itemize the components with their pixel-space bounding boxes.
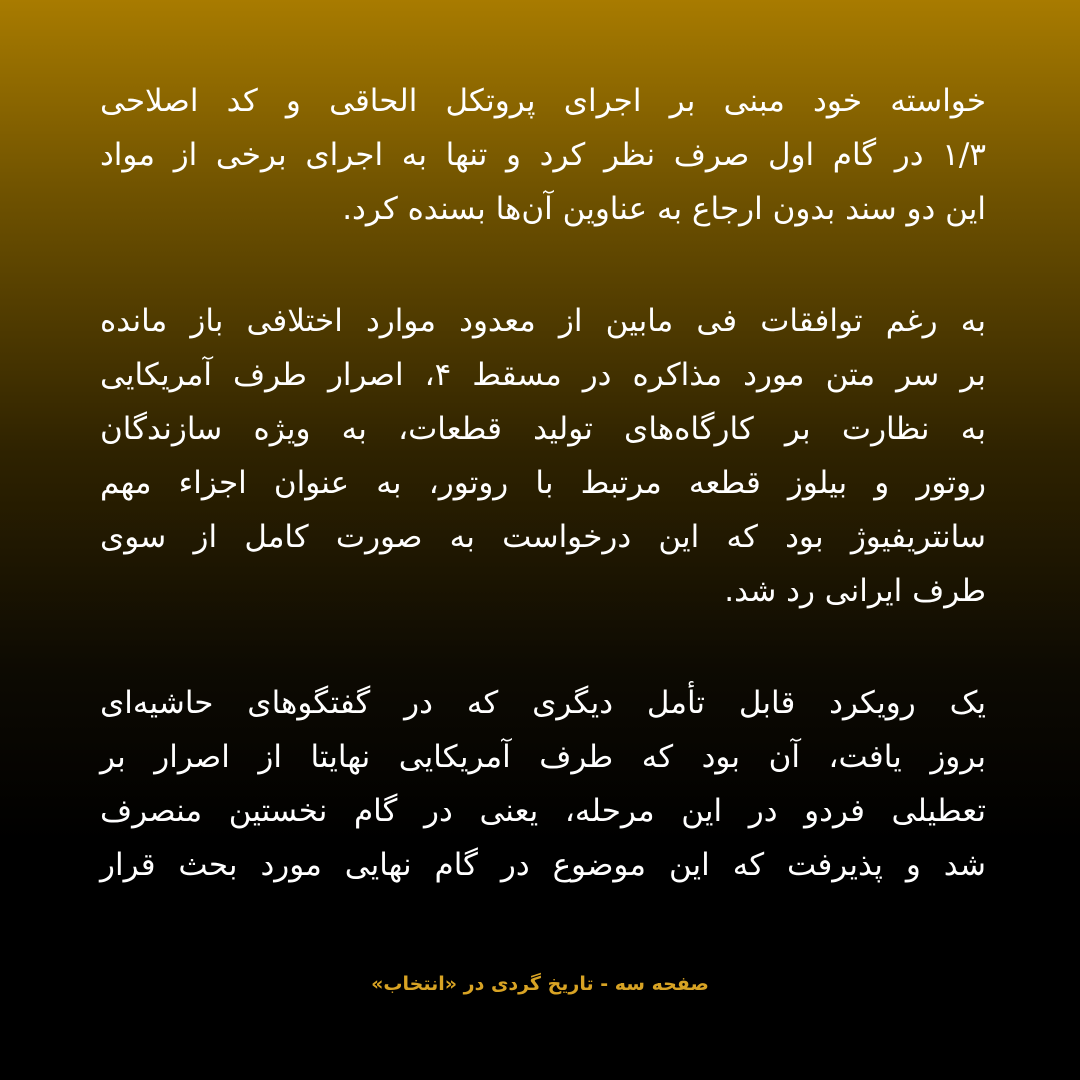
paragraph-spacer	[100, 236, 986, 294]
paragraph-3	[100, 676, 986, 892]
paragraph-line: این دو سند بدون ارجاع به عناوین آن‌ها بسنده کرد.	[342, 191, 986, 227]
paragraph-line: به نظارت بر کارگاه‌های تولید قطعات، به ویژه سازندگان	[100, 411, 986, 447]
paragraph-spacer	[100, 618, 986, 676]
paragraph-line: روتور و بیلوز قطعه مرتبط با روتور، به عنوان اجزاء مهم	[100, 465, 986, 501]
paragraph-line: خواسته خود مبنی بر اجرای پروتکل الحاقی و کد اصلاحی	[100, 83, 986, 119]
paragraph-line: تعطیلی فردو در این مرحله، یعنی در گام نخستین منصرف	[100, 793, 986, 829]
article-body	[100, 74, 986, 892]
paragraph-line: بر سر متن مورد مذاکره در مسقط ۴، اصرار طرف آمریکایی	[100, 357, 986, 393]
paragraph-line: یک رویکرد قابل تأمل دیگری که در گفتگوهای حاشیه‌ای	[100, 685, 986, 721]
paragraph-line: شد و پذیرفت که این موضوع در گام نهایی مورد بحث قرار	[100, 847, 986, 883]
paragraph-1	[100, 74, 986, 236]
paragraph-line: بروز یافت، آن بود که طرف آمریکایی نهایتا از اصرار بر	[100, 739, 986, 775]
page-footer: صفحه سه - تاریخ گردی در «انتخاب»	[371, 973, 709, 995]
paragraph-line: به رغم توافقات فی مابین از معدود موارد اختلافی باز مانده	[100, 303, 986, 339]
paragraph-line: طرف ایرانی رد شد.	[724, 573, 986, 609]
paragraph-2	[100, 294, 986, 618]
paragraph-line: ۱/۳ در گام اول صرف نظر کرد و تنها به اجرای برخی از مواد	[100, 137, 986, 173]
paragraph-line: سانتریفیوژ بود که این درخواست به صورت کامل از سوی	[100, 519, 986, 555]
